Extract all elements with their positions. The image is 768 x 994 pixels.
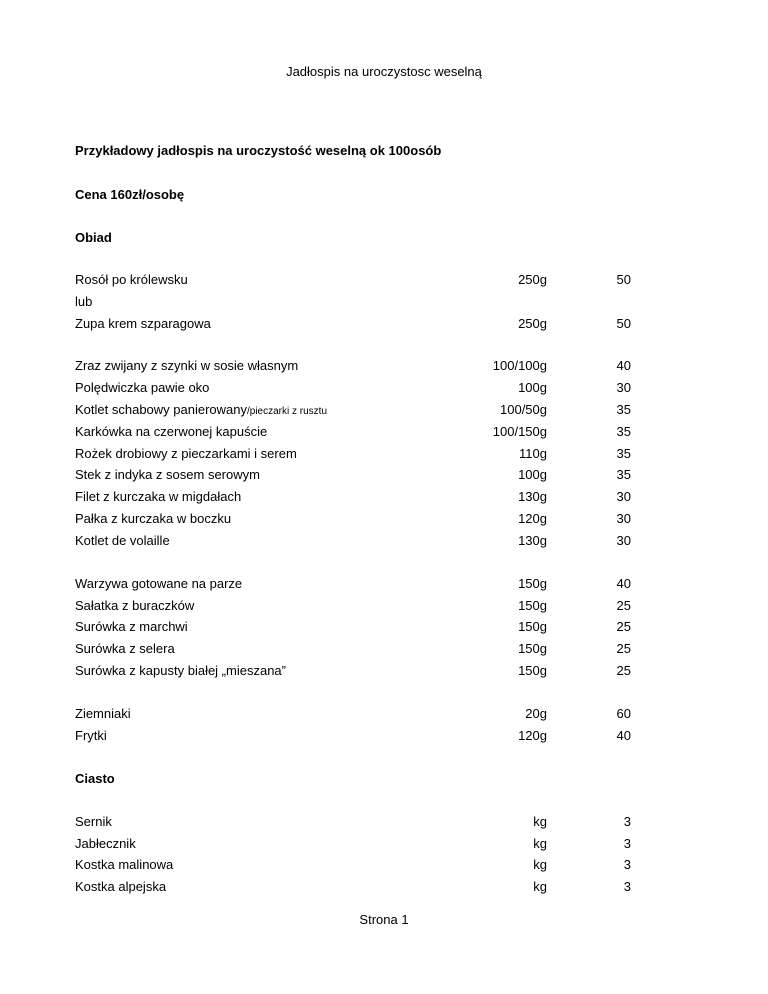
item-count: 25 xyxy=(616,619,631,634)
item-quantity: 150g xyxy=(518,576,547,591)
menu-row xyxy=(75,728,631,744)
item-count: 3 xyxy=(623,879,631,894)
menu-row xyxy=(75,619,631,635)
page-footer: Strona 1 xyxy=(359,912,409,927)
menu-row xyxy=(75,380,631,396)
menu-row xyxy=(75,706,631,722)
item-quantity: 100g xyxy=(518,380,547,395)
menu-row xyxy=(75,836,631,852)
or-label: lub xyxy=(75,294,93,309)
item-count: 3 xyxy=(623,814,631,829)
item-quantity: 150g xyxy=(518,619,547,634)
item-quantity: 150g xyxy=(518,641,547,656)
item-quantity: kg xyxy=(533,814,547,829)
item-name xyxy=(75,402,327,417)
section-heading-ciasto: Ciasto xyxy=(75,771,115,786)
item-name: Sałatka z buraczków xyxy=(75,598,195,613)
item-count: 25 xyxy=(616,641,631,656)
item-count: 30 xyxy=(616,380,631,395)
item-quantity: kg xyxy=(533,836,547,851)
item-name: Frytki xyxy=(75,728,107,743)
item-count: 30 xyxy=(616,489,631,504)
menu-row xyxy=(75,598,631,614)
item-count: 40 xyxy=(616,728,631,743)
item-count: 25 xyxy=(616,663,631,678)
item-name: Jabłecznik xyxy=(75,836,136,851)
item-count: 3 xyxy=(623,857,631,872)
item-name: Surówka z marchwi xyxy=(75,619,188,634)
item-count: 35 xyxy=(616,467,631,482)
item-quantity: 100/150g xyxy=(492,424,547,439)
item-quantity: 20g xyxy=(525,706,547,721)
item-count: 40 xyxy=(616,576,631,591)
menu-row xyxy=(75,857,631,873)
item-count: 35 xyxy=(616,402,631,417)
menu-row xyxy=(75,879,631,895)
item-name: Filet z kurczaka w migdałach xyxy=(75,489,242,504)
menu-row xyxy=(75,402,631,418)
item-quantity: 130g xyxy=(518,489,547,504)
item-name: Pałka z kurczaka w boczku xyxy=(75,511,232,526)
menu-row xyxy=(75,814,631,830)
price-line: Cena 160zł/osobę xyxy=(75,187,185,202)
item-name-text: Kotlet schabowy panierowany xyxy=(75,402,247,417)
item-name: Surówka z kapusty białej „mieszana” xyxy=(75,663,286,678)
menu-row xyxy=(75,358,631,374)
menu-row xyxy=(75,533,631,549)
item-quantity: 120g xyxy=(518,511,547,526)
item-quantity: 100/100g xyxy=(492,358,547,373)
menu-row xyxy=(75,446,631,462)
item-count: 35 xyxy=(616,446,631,461)
item-count: 50 xyxy=(616,316,631,331)
item-name: Warzywa gotowane na parze xyxy=(75,576,243,591)
item-count: 25 xyxy=(616,598,631,613)
menu-row xyxy=(75,467,631,483)
item-quantity: 250g xyxy=(518,316,547,331)
item-quantity: 130g xyxy=(518,533,547,548)
page-header: Jadłospis na uroczystosc weselną xyxy=(286,64,482,79)
item-quantity: 150g xyxy=(518,663,547,678)
item-quantity: 120g xyxy=(518,728,547,743)
item-quantity: 110g xyxy=(519,446,547,461)
menu-row xyxy=(75,641,631,657)
item-name: Rosół po królewsku xyxy=(75,272,188,287)
item-quantity: kg xyxy=(533,857,547,872)
item-count: 50 xyxy=(616,272,631,287)
document-title: Przykładowy jadłospis na uroczystość weselną ok 100osób xyxy=(75,143,442,158)
item-count: 30 xyxy=(616,511,631,526)
item-name: Kostka alpejska xyxy=(75,879,167,894)
item-name: Surówka z selera xyxy=(75,641,175,656)
item-name: Kostka malinowa xyxy=(75,857,174,872)
item-count: 60 xyxy=(616,706,631,721)
item-count: 35 xyxy=(616,424,631,439)
menu-row xyxy=(75,272,631,288)
menu-row xyxy=(75,576,631,592)
item-quantity: 100/50g xyxy=(500,402,547,417)
item-name: Rożek drobiowy z pieczarkami i serem xyxy=(75,446,297,461)
item-count: 3 xyxy=(623,836,631,851)
menu-row xyxy=(75,424,631,440)
section-heading-obiad: Obiad xyxy=(75,230,112,245)
menu-row xyxy=(75,316,631,332)
item-name: Stek z indyka z sosem serowym xyxy=(75,467,260,482)
item-name: Zraz zwijany z szynki w sosie własnym xyxy=(75,358,299,373)
item-quantity: 100g xyxy=(518,467,547,482)
item-quantity: kg xyxy=(533,879,547,894)
item-name: Karkówka na czerwonej kapuście xyxy=(75,424,268,439)
item-quantity: 150g xyxy=(518,598,547,613)
item-count: 30 xyxy=(616,533,631,548)
item-quantity: 250g xyxy=(518,272,547,287)
item-count: 40 xyxy=(616,358,631,373)
item-note: /pieczarki z rusztu xyxy=(247,406,328,417)
item-name: Polędwiczka pawie oko xyxy=(75,380,210,395)
item-name: Kotlet de volaille xyxy=(75,533,170,548)
menu-row xyxy=(75,511,631,527)
menu-row xyxy=(75,663,631,679)
item-name: Ziemniaki xyxy=(75,706,131,721)
item-name: Sernik xyxy=(75,814,112,829)
item-name: Zupa krem szparagowa xyxy=(75,316,211,331)
menu-row xyxy=(75,489,631,505)
